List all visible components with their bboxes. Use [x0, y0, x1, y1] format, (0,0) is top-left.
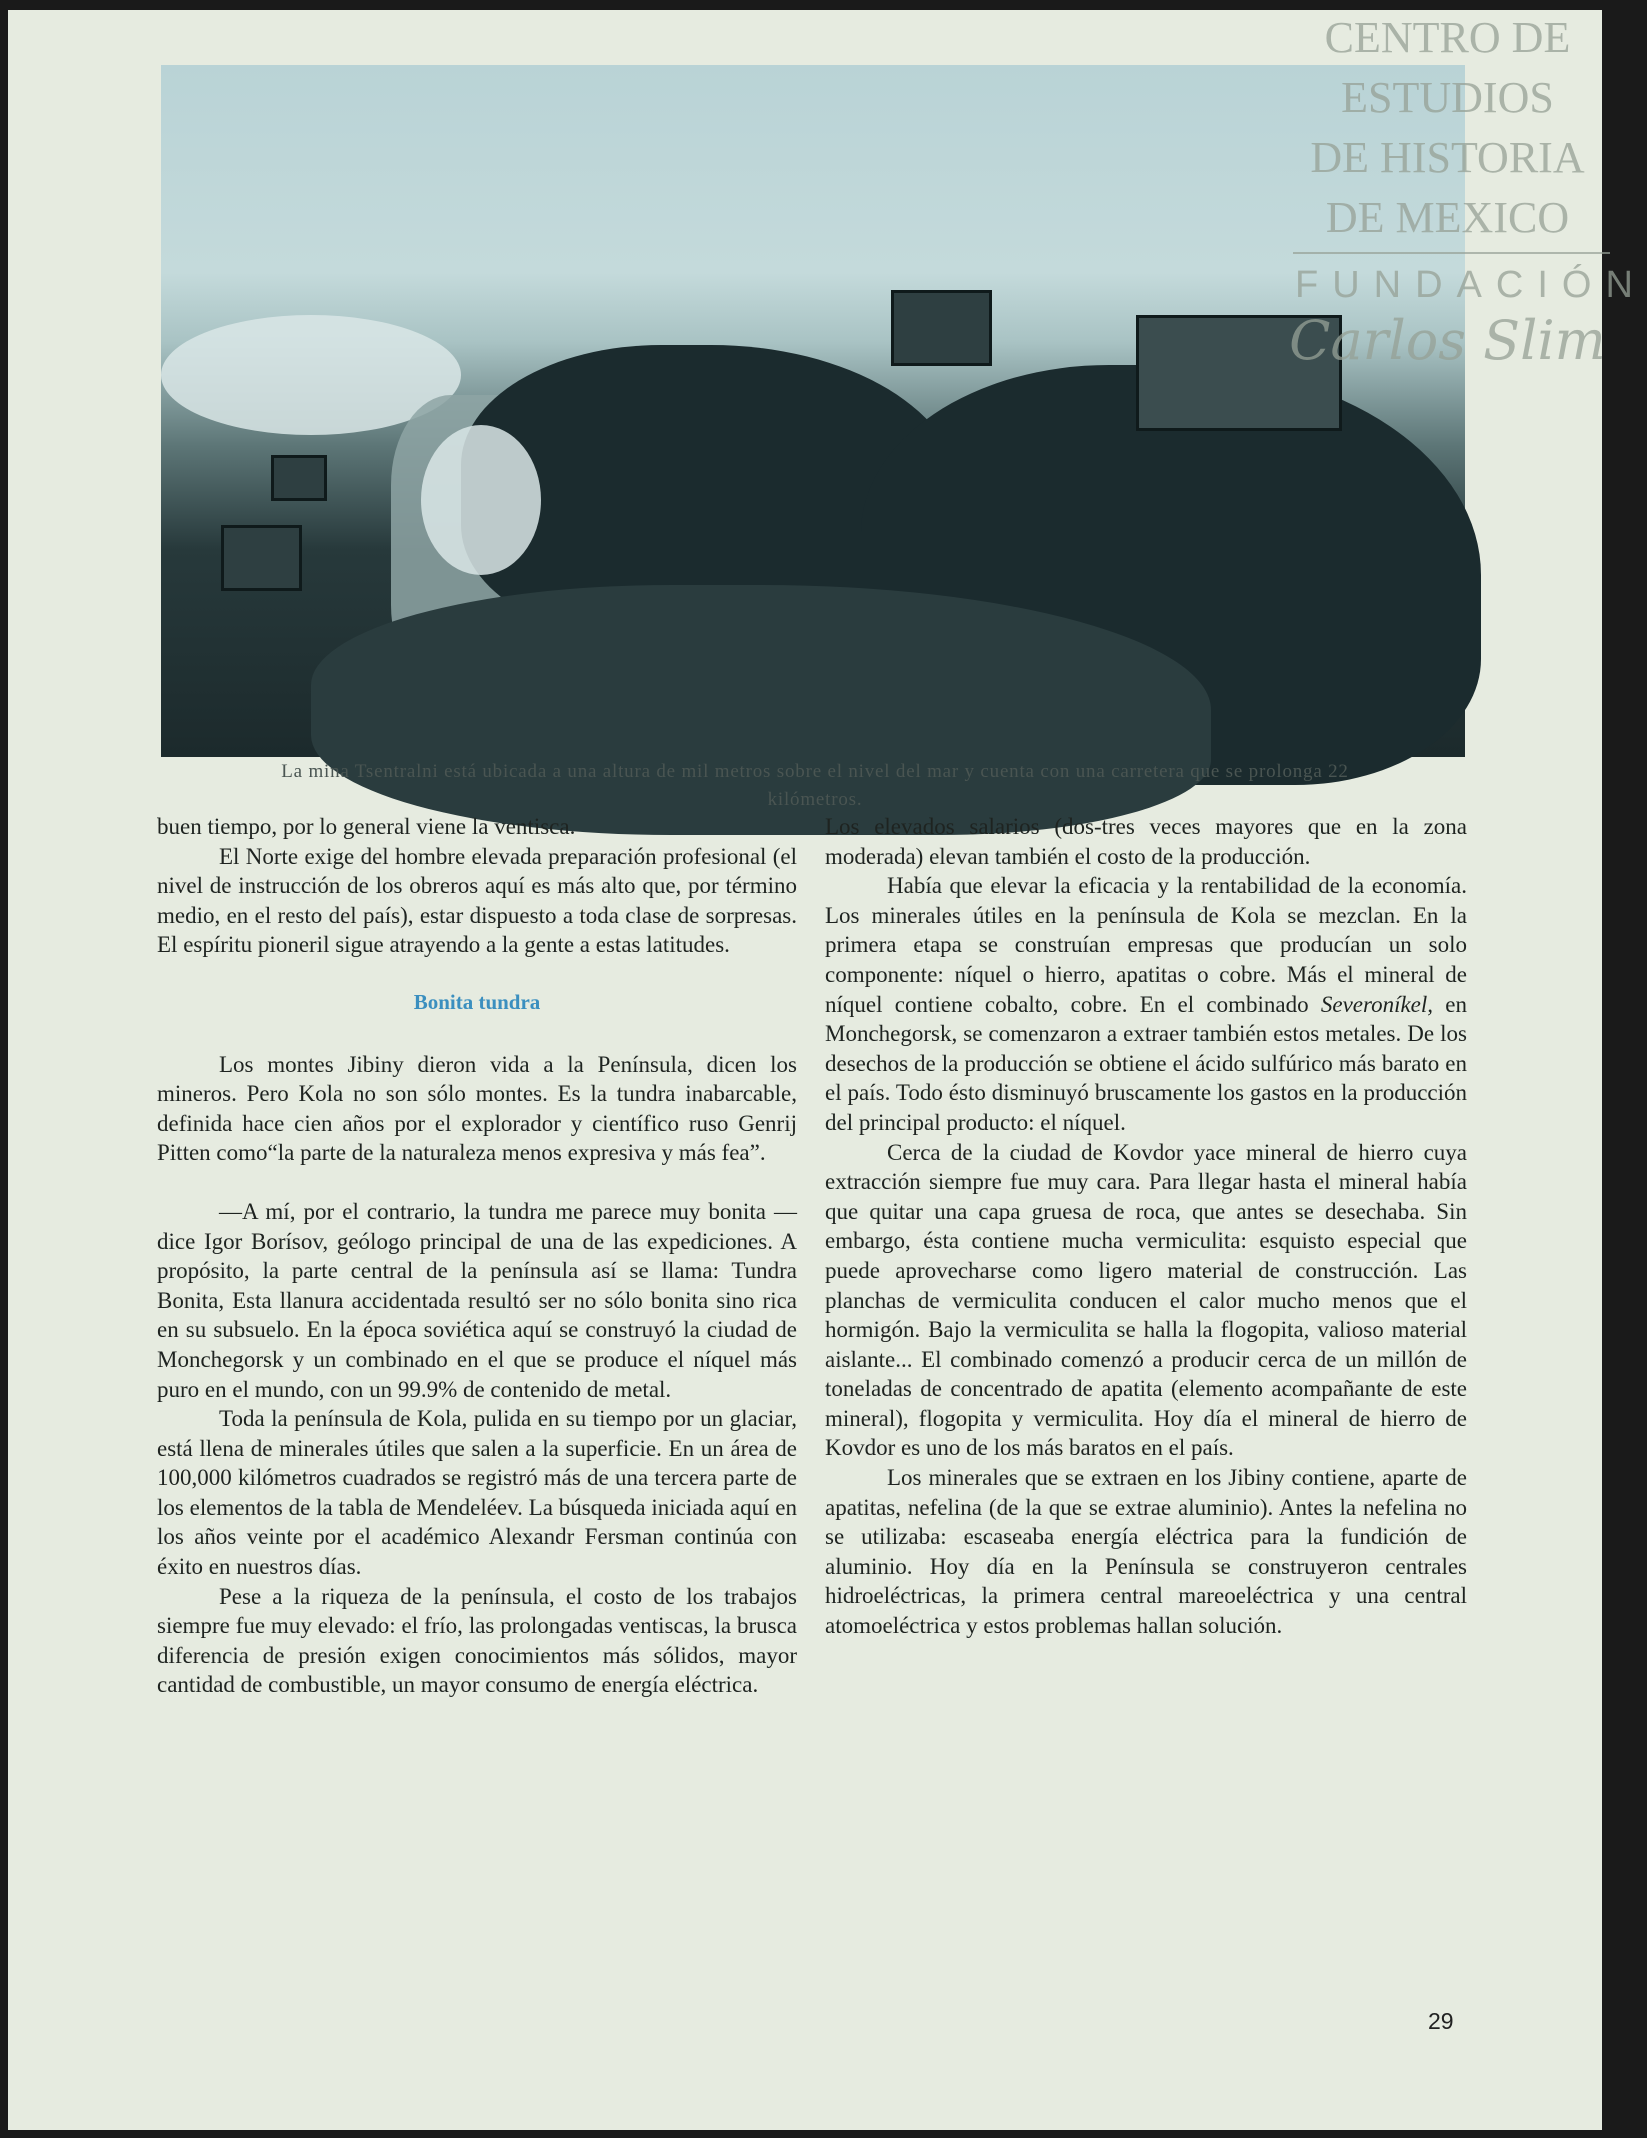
paragraph — [825, 871, 1467, 1137]
watermark-fundacion: FUNDACIÓN — [1295, 264, 1647, 306]
watermark-signature: Carlos Slim — [1289, 309, 1606, 372]
paragraph: —A mí, por el contrario, la tundra me parece muy bonita —dice Igor Borísov, geólogo principal de una de las expediciones. A propósito, la parte central de la península así se llama: Tundra Bonita, Esta llanura accidentada resultó ser no sólo bonita sino rica en su subsuelo. En la época soviética aquí se construyó la ciudad de Monchegorsk y un combinado en el que se produce el níquel más puro en el mundo, con un 99.9% de contenido de metal. — [157, 1198, 797, 1402]
page-number: 29 — [1428, 2008, 1454, 2034]
text: en Monchegorsk, se comenzaron a extraer también estos metales. De los desechos de la producción se obtiene el ácido sulfúrico más barato en el país. Todo ésto disminuyó bruscamente los gastos en la producción del principal producto: el níquel. — [825, 991, 1468, 1135]
paragraph: Cerca de la ciudad de Kovdor yace mineral de hierro cuya extracción siempre fue muy cara. Para llegar hasta el mineral había que quitar una capa gruesa de roca, que antes se desechaba. Sin embargo, ésta contiene mucha vermiculita: esquisto especial que puede aprovecharse como ligero material de construcción. Las planchas de vermiculita conducen el calor mucho menos que el hormigón. Bajo la vermiculita se halla la flogopita, valioso material aislante... El combinado comenzó a producir cerca de un millón de toneladas de concentrado de apatita (elemento acompañante de este mineral), flogopita y vermiculita. Hoy día el mineral de hierro de Kovdor es uno de los más baratos en el país. — [825, 1139, 1467, 1461]
paragraph: El Norte exige del hombre elevada preparación profesional (el nivel de instrucción de los obreros aquí es más alto que, por término medio, en el resto del país), estar dispuesto a toda clase de sorpresas. El espíritu pioneril sigue atrayendo a la gente a estas latitudes. — [157, 843, 797, 958]
paragraph: Los montes Jibiny dieron vida a la Península, dicen los mineros. Pero Kola no son sólo montes. Es la tundra inabarcable, definida hace cien años por el explorador y científico ruso Genrij Pitten como“la parte de la naturaleza menos expresiva y más fea”. — [157, 1051, 797, 1166]
text: Había que elevar la eficacia y la rentabilidad de la economía. Los minerales útiles en la península de Kola se mezclan. En la primera etapa se construían empresas que producían un solo componente: níquel o hierro, apatitas o cobre. Más el mineral de níquel contiene cobalto, cobre. En el combinado — [825, 873, 1467, 1017]
right-column — [825, 812, 1467, 1641]
dump-truck — [271, 455, 327, 501]
snow-patch — [421, 425, 541, 575]
paragraph: Los elevados salarios (dos-tres veces mayores que en la zona moderada) elevan también el costo de la producción. — [825, 814, 1467, 869]
photo-caption: La mina Tsentralni está ubicada a una altura de mil metros sobre el nivel del mar y cuenta con una carretera que se prolonga 22 kilómetros. — [281, 761, 1349, 810]
watermark-divider — [1293, 252, 1610, 254]
watermark-line: DE MEXICO — [1325, 193, 1570, 242]
watermark-line: ESTUDIOS — [1341, 73, 1554, 122]
paragraph: Pese a la riqueza de la península, el costo de los trabajos siempre fue muy elevado: el frío, las prolongadas ventiscas, la brusca diferencia de presión exigen conocimientos más sólidos, mayor cantidad de combustible, un mayor consumo de energía eléctrica. — [157, 1583, 797, 1698]
paragraph: Los minerales que se extraen en los Jibiny contiene, aparte de apatitas, nefelina (de la que se extrae aluminio). Antes la nefelina no se utilizaba: escaseaba energía eléctrica para la fundición de aluminio. Hoy día en la Península se construyeron centrales hidroeléctricas, la primera central mareoeléctrica y una central atomoeléctrica y estos problemas hallan solución. — [825, 1465, 1467, 1639]
section-heading: Bonita tundra — [413, 989, 541, 1014]
watermark-line: DE HISTORIA — [1310, 133, 1585, 182]
company-name: Severoníkel, — [1320, 991, 1434, 1017]
dump-truck — [891, 290, 992, 366]
watermark-line: CENTRO DE — [1324, 13, 1571, 62]
paragraph: buen tiempo, por lo general viene la ventisca. — [157, 814, 576, 839]
dump-truck — [221, 525, 302, 591]
paragraph: Toda la península de Kola, pulida en su tiempo por un glaciar, está llena de minerales útiles que salen a la superficie. En un área de 100,000 kilómetros cuadrados se registró más de una tercera parte de los elementos de la tabla de Mendeléev. La búsqueda iniciada aquí en los años veinte por el académico Alexandr Fersman continúa con éxito en nuestros días. — [157, 1406, 797, 1580]
watermark-logo — [1285, 8, 1647, 372]
left-column — [157, 812, 797, 1700]
mine-photo — [161, 65, 1465, 757]
